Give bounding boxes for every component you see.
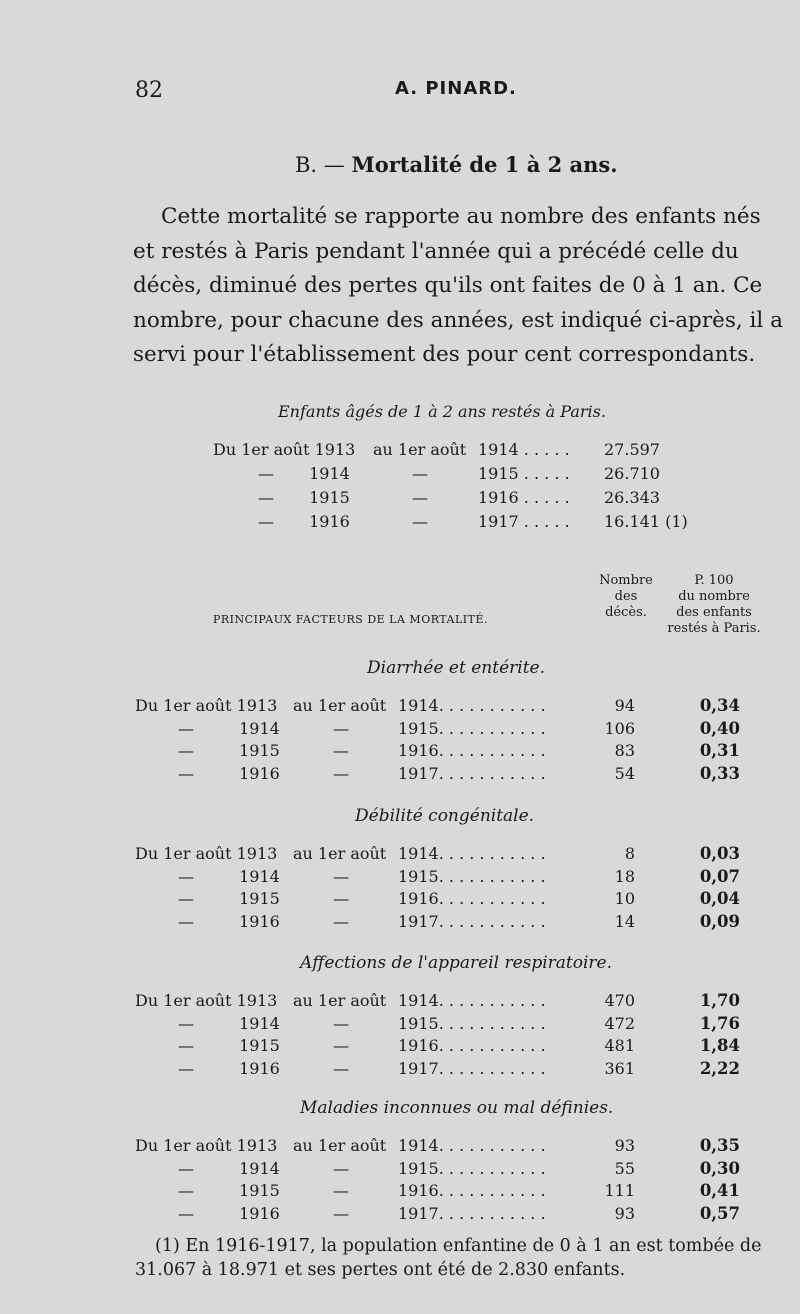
factor-row-deaths: 18: [614, 866, 635, 886]
factor-row-from: — 1915: [178, 1181, 280, 1200]
factor-row-from: — 1914: [178, 1158, 280, 1178]
factor-row-deaths: 481: [604, 1036, 635, 1055]
factor-row-percent: 1,70: [699, 991, 740, 1010]
factor-row-to: 1917. . . . . . . . . . .: [398, 911, 546, 931]
footnote-line: 31.067 à 18.971 et ses pertes ont été de 2.830 enfants.: [135, 1260, 626, 1280]
children-row-value: 26.343: [604, 488, 660, 507]
factor-row-from: Du 1er août 1913: [135, 696, 278, 715]
children-row-from: Du 1er août 1913: [213, 440, 356, 459]
factor-row-percent: 0,04: [699, 889, 740, 908]
percent-header-line: restés à Paris.: [667, 621, 761, 636]
factor-row-to: 1914. . . . . . . . . . .: [398, 991, 546, 1010]
factor-row-percent: 0,40: [699, 718, 740, 738]
factor-row-mid: au 1er août: [293, 1136, 387, 1155]
children-row-value: 26.710: [604, 464, 660, 483]
factor-row-percent: 0,30: [699, 1158, 740, 1178]
factor-row-from: Du 1er août 1913: [135, 1136, 278, 1155]
factor-row-deaths: 10: [614, 889, 635, 908]
factor-row-mid: —: [333, 1158, 349, 1178]
factor-row-mid: —: [333, 1181, 349, 1200]
factors-row-header: PRINCIPAUX FACTEURS DE LA MORTALITÉ.: [213, 613, 488, 626]
factor-row-mid: —: [333, 866, 349, 886]
section-title-prefix: B. —: [295, 153, 352, 177]
factor-row-to: 1916. . . . . . . . . . .: [398, 889, 546, 908]
factor-row-deaths: 93: [614, 1136, 635, 1155]
factor-row-from: Du 1er août 1913: [135, 991, 278, 1010]
factor-row-from: — 1916: [178, 1058, 280, 1078]
factor-row-percent: 0,57: [699, 1203, 740, 1223]
factor-row-deaths: 94: [614, 696, 635, 715]
factor-row-deaths: 55: [614, 1158, 635, 1178]
factor-row-to: 1916. . . . . . . . . . .: [398, 741, 546, 760]
deaths-header-line: Nombre: [599, 573, 653, 588]
children-row-value: 27.597: [604, 440, 660, 459]
factor-row-mid: —: [333, 718, 349, 738]
factor-row-deaths: 106: [604, 718, 635, 738]
factor-row-percent: 0,03: [699, 844, 740, 863]
factor-row-to: 1917. . . . . . . . . . .: [398, 1203, 546, 1223]
factor-row-from: — 1915: [178, 741, 280, 760]
factor-row-percent: 0,09: [699, 911, 740, 931]
factor-row-to: 1914. . . . . . . . . . .: [398, 1136, 546, 1155]
children-row-from: — 1916: [258, 512, 350, 531]
factor-row-to: 1915. . . . . . . . . . .: [398, 866, 546, 886]
factor-row-mid: —: [333, 1013, 349, 1033]
percent-header-line: des enfants: [676, 605, 752, 620]
factor-row-mid: au 1er août: [293, 844, 387, 863]
factor-row-to: 1914. . . . . . . . . . .: [398, 696, 546, 715]
children-row-mid: au 1er août: [373, 440, 467, 459]
factor-row-to: 1914. . . . . . . . . . .: [398, 844, 546, 863]
factor-row-to: 1915. . . . . . . . . . .: [398, 1013, 546, 1033]
children-row-value: 16.141 (1): [604, 512, 688, 531]
factor-row-deaths: 83: [614, 741, 635, 760]
factor-row-deaths: 361: [604, 1058, 635, 1078]
factor-row-mid: —: [333, 1058, 349, 1078]
running-header-author: A. PINARD.: [395, 78, 517, 99]
factor-row-mid: —: [333, 889, 349, 908]
children-row-to: 1917 . . . . .: [478, 512, 570, 531]
factor-row-from: — 1916: [178, 763, 280, 783]
factor-row-from: — 1914: [178, 1013, 280, 1033]
footnote-line: (1) En 1916-1917, la population enfantine de 0 à 1 an est tombée de: [155, 1236, 762, 1256]
children-row-from: — 1914: [258, 464, 350, 483]
factor-row-percent: 1,76: [699, 1013, 740, 1033]
deaths-column-header: [593, 573, 659, 621]
factor-row-deaths: 111: [604, 1181, 635, 1200]
factor-row-mid: —: [333, 741, 349, 760]
factor-row-percent: 2,22: [699, 1058, 740, 1078]
children-table-caption: Enfants âgés de 1 à 2 ans restés à Paris.: [278, 402, 606, 421]
factor-row-mid: au 1er août: [293, 991, 387, 1010]
factor-row-from: — 1915: [178, 889, 280, 908]
section-title-text: Mortalité de 1 à 2 ans.: [351, 152, 618, 177]
deaths-header-line: décès.: [605, 605, 647, 620]
factor-group-title: Affections de l'appareil respiratoire.: [300, 953, 613, 973]
children-row-from: — 1915: [258, 488, 350, 507]
factor-row-deaths: 14: [614, 911, 635, 931]
footnote: [135, 1234, 762, 1282]
section-title: [295, 152, 618, 177]
factor-row-mid: —: [333, 763, 349, 783]
factor-row-from: Du 1er août 1913: [135, 844, 278, 863]
factor-row-mid: —: [333, 911, 349, 931]
factor-row-to: 1917. . . . . . . . . . .: [398, 763, 546, 783]
factor-row-to: 1916. . . . . . . . . . .: [398, 1036, 546, 1055]
children-row-mid: —: [412, 464, 428, 483]
factor-row-percent: 0,41: [699, 1181, 740, 1200]
page-number: 82: [135, 78, 163, 103]
factor-row-from: — 1915: [178, 1036, 280, 1055]
deaths-header-line: des: [614, 589, 638, 604]
children-row-mid: —: [412, 512, 428, 531]
factor-row-percent: 0,07: [699, 866, 740, 886]
factor-row-deaths: 8: [624, 844, 635, 863]
factor-row-mid: au 1er août: [293, 696, 387, 715]
factor-row-from: — 1916: [178, 1203, 280, 1223]
children-row-mid: —: [412, 488, 428, 507]
factor-row-percent: 1,84: [699, 1036, 740, 1055]
factor-row-mid: —: [333, 1203, 349, 1223]
percent-column-header: [654, 573, 774, 637]
factor-row-percent: 0,35: [699, 1136, 740, 1155]
factor-row-percent: 0,33: [699, 763, 740, 783]
factor-row-deaths: 470: [604, 991, 635, 1010]
factor-group-title: Diarrhée et entérite.: [367, 658, 545, 678]
factor-row-from: — 1914: [178, 866, 280, 886]
factor-row-deaths: 472: [604, 1013, 635, 1033]
factor-row-to: 1917. . . . . . . . . . .: [398, 1058, 546, 1078]
intro-paragraph-text: Cette mortalité se rapporte au nombre des enfants nés et restés à Paris pendant l'année qui a précédé celle du décès, diminué des pertes qu'ils ont faites de 0 à 1 an. Ce nombre, pour chacune des années, est indiqué ci-après, il a servi pour l'établissement des pour cent correspondants.: [133, 204, 783, 367]
factor-row-percent: 0,34: [699, 696, 740, 715]
factor-row-mid: —: [333, 1036, 349, 1055]
factor-row-to: 1915. . . . . . . . . . .: [398, 718, 546, 738]
factor-row-to: 1916. . . . . . . . . . .: [398, 1181, 546, 1200]
factor-row-from: — 1914: [178, 718, 280, 738]
percent-header-line: du nombre: [678, 589, 750, 604]
factor-group-title: Maladies inconnues ou mal définies.: [300, 1098, 614, 1118]
percent-header-line: P. 100: [694, 573, 734, 588]
children-row-to: 1914 . . . . .: [478, 440, 570, 459]
factor-row-percent: 0,31: [699, 741, 740, 760]
children-row-to: 1915 . . . . .: [478, 464, 570, 483]
factor-row-to: 1915. . . . . . . . . . .: [398, 1158, 546, 1178]
factor-row-deaths: 54: [614, 763, 635, 783]
factor-row-from: — 1916: [178, 911, 280, 931]
factor-group-title: Débilité congénitale.: [355, 806, 535, 826]
intro-paragraph: [133, 200, 788, 373]
children-row-to: 1916 . . . . .: [478, 488, 570, 507]
factor-row-deaths: 93: [614, 1203, 635, 1223]
